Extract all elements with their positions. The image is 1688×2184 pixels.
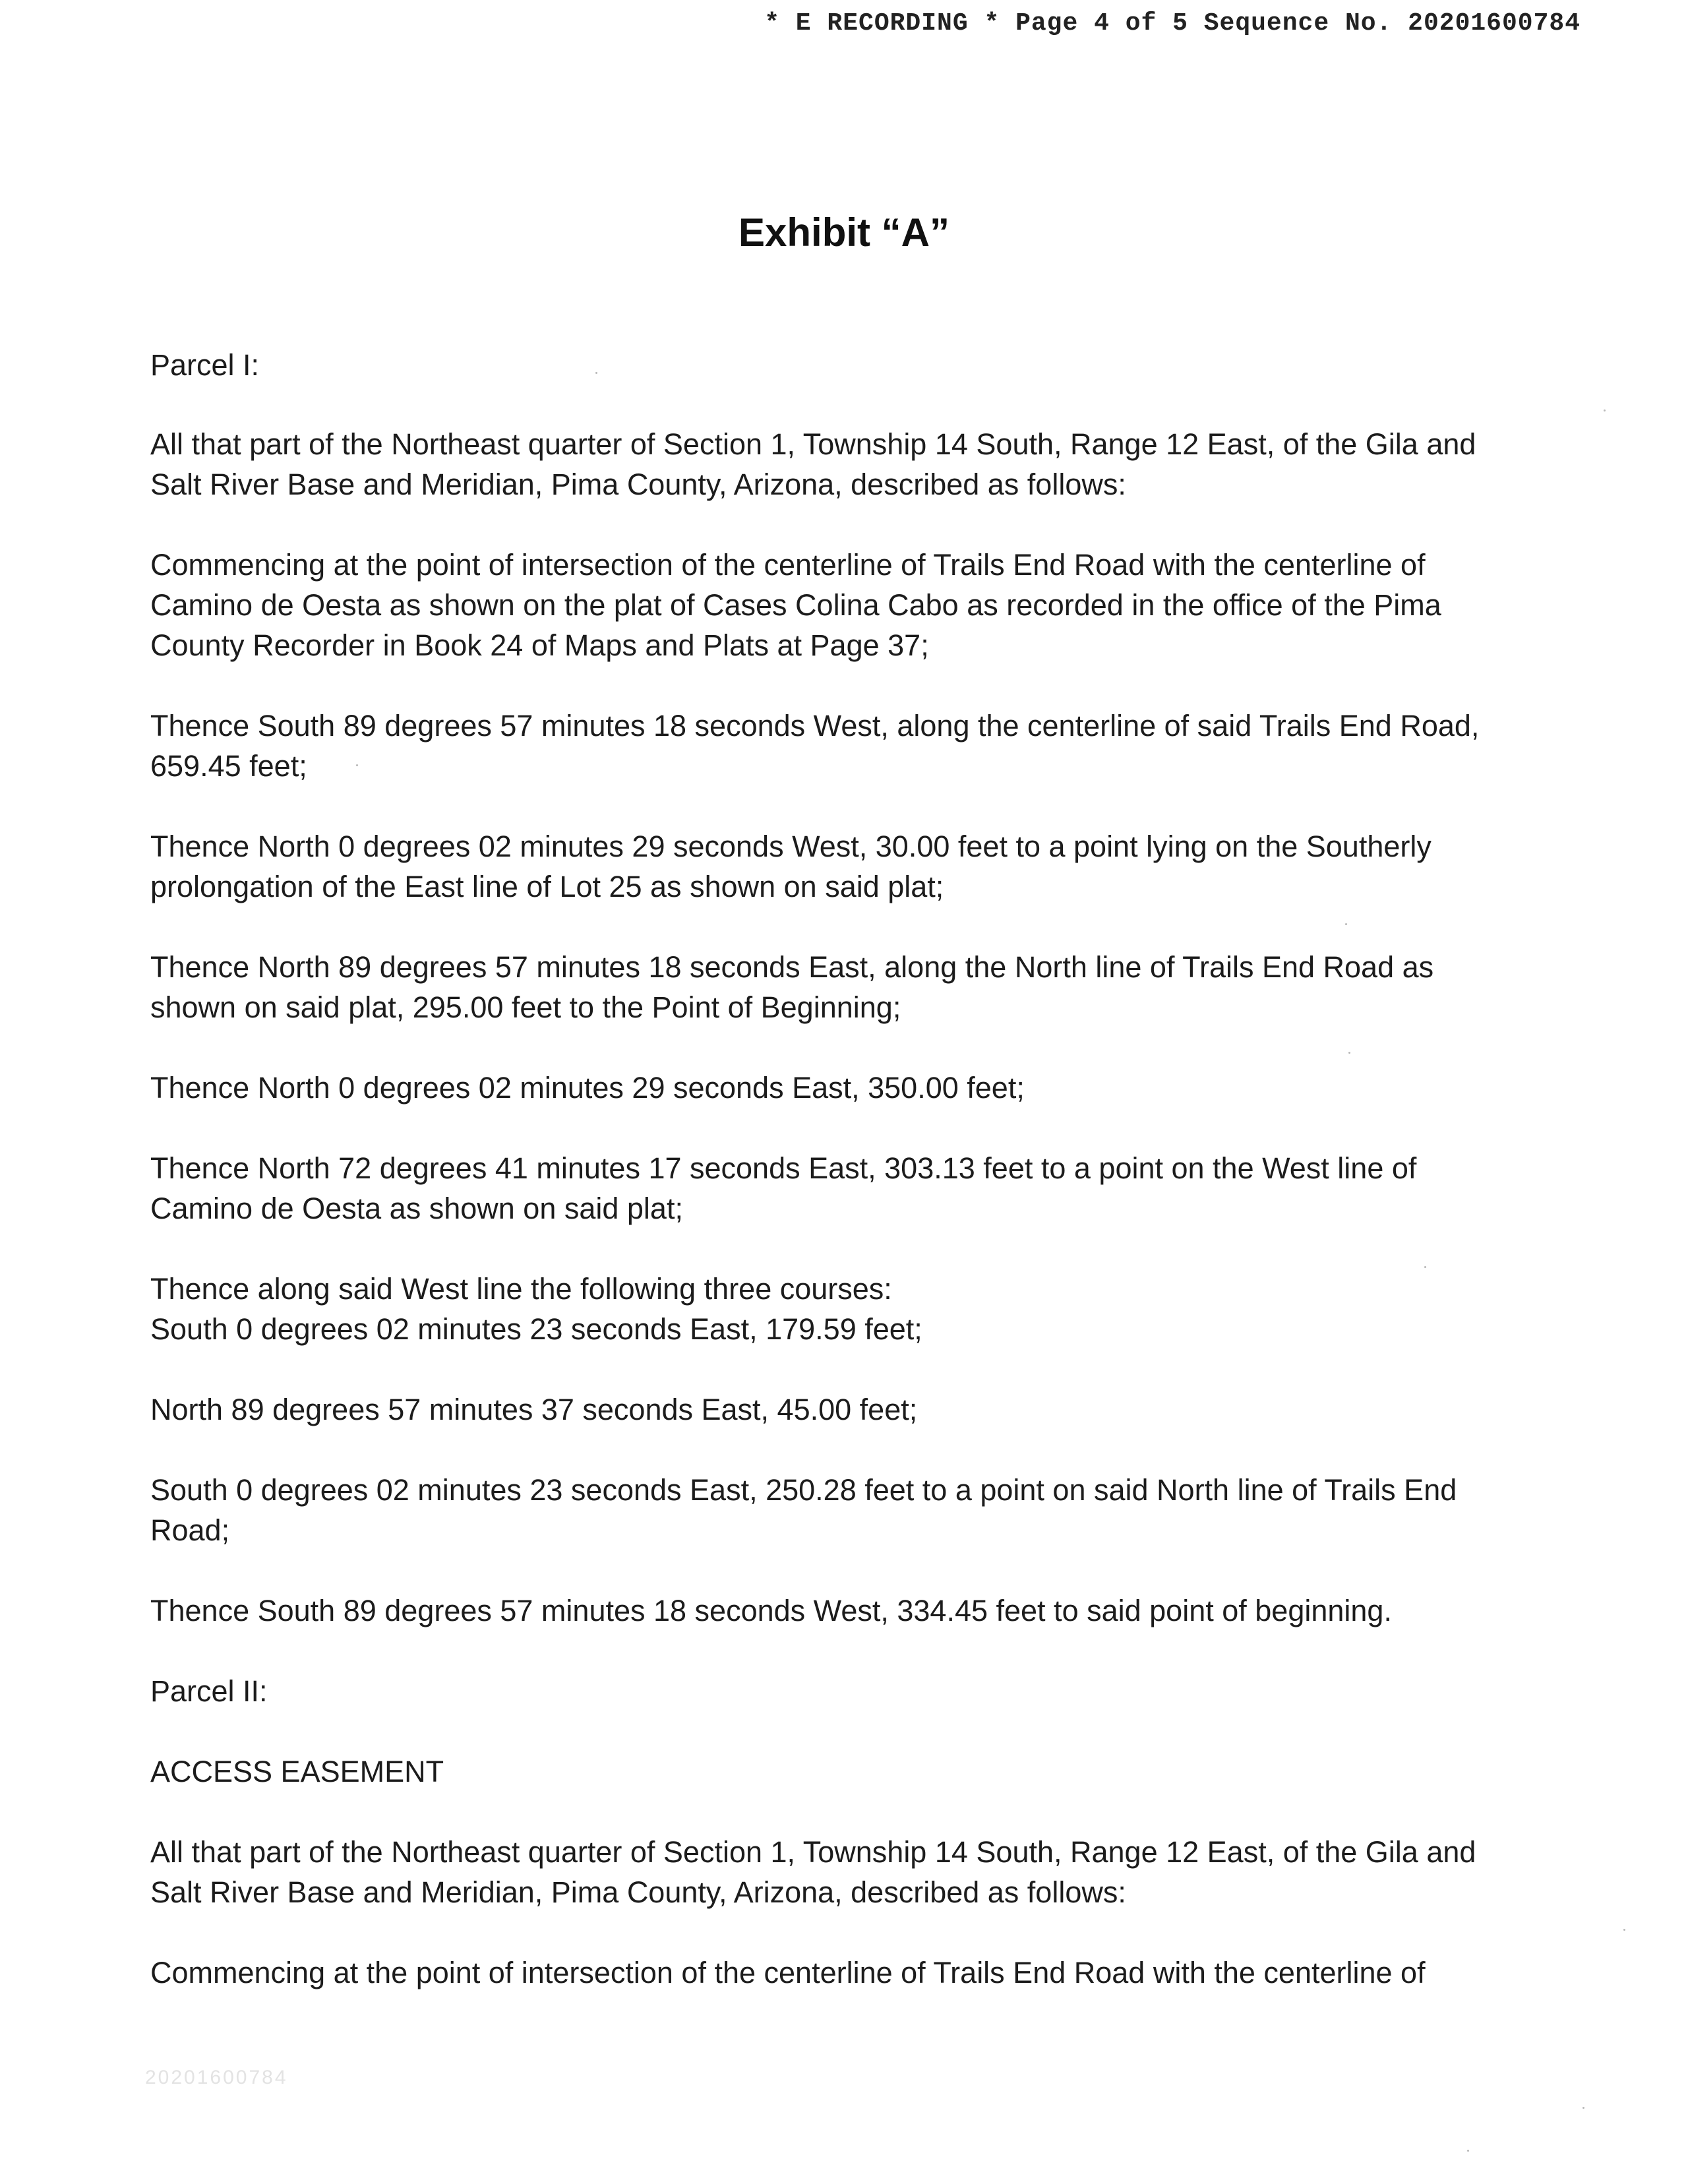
parcel-i-course-5: Thence North 72 degrees 41 minutes 17 seconds East, 303.13 feet to a point on the West line of Camino de Oesta as shown on said plat; <box>150 1151 1417 1225</box>
parcel-i-location: All that part of the Northeast quarter of Section 1, Township 14 South, Range 12 East, of the Gila and Salt River Base and Meridian, Pima County, Arizona, described as follows: <box>150 427 1476 501</box>
scan-speck <box>1582 2107 1584 2109</box>
parcel-i-course-4: Thence North 0 degrees 02 minutes 29 seconds East, 350.00 feet; <box>150 1071 1025 1105</box>
scan-speck <box>1424 1266 1426 1268</box>
parcel-i-course-3: Thence North 89 degrees 57 minutes 18 seconds East, along the North line of Trails End Road as shown on said plat, 295.00 feet to the Point of Beginning; <box>150 950 1434 1024</box>
parcel-i-commencing: Commencing at the point of intersection of the centerline of Trails End Road with the centerline of Camino de Oesta as shown on the plat of Cases Colina Cabo as recorded in the office of the Pima County Recorder in Book 24 of Maps and Plats at Page 37; <box>150 548 1441 662</box>
access-easement-heading: ACCESS EASEMENT <box>150 1755 444 1788</box>
scan-speck <box>1623 1929 1625 1931</box>
parcel-i-course-8: South 0 degrees 02 minutes 23 seconds East, 250.28 feet to a point on said North line of Trails End Road; <box>150 1473 1457 1547</box>
recording-header: * E RECORDING * Page 4 of 5 Sequence No. 20201600784 <box>764 9 1581 38</box>
parcel-ii-commencing: Commencing at the point of intersection of the centerline of Trails End Road with the centerline of <box>150 1956 1426 1989</box>
parcel-i-course-2: Thence North 0 degrees 02 minutes 29 seconds West, 30.00 feet to a point lying on the Southerly prolongation of the East line of Lot 25 as shown on said plat; <box>150 830 1432 903</box>
parcel-i-course-9: Thence South 89 degrees 57 minutes 18 seconds West, 334.45 feet to said point of beginning. <box>150 1594 1392 1627</box>
parcel-i-course-7: North 89 degrees 57 minutes 37 seconds East, 45.00 feet; <box>150 1393 918 1426</box>
scan-speck <box>1348 1052 1350 1054</box>
exhibit-title: Exhibit “A” <box>738 210 950 255</box>
parcel-i-course-1: Thence South 89 degrees 57 minutes 18 seconds West, along the centerline of said Trails End Road, 659.45 feet; <box>150 709 1480 783</box>
scan-speck <box>595 372 597 374</box>
faded-footer-stamp: 20201600784 <box>145 2067 288 2088</box>
scan-speck <box>1345 923 1347 925</box>
parcel-i-course-6: Thence along said West line the following three courses: South 0 degrees 02 minutes 23 seconds East, 179.59 feet; <box>150 1272 922 1346</box>
scan-speck <box>1604 410 1606 411</box>
parcel-ii-location: All that part of the Northeast quarter of Section 1, Township 14 South, Range 12 East, of the Gila and Salt River Base and Meridian, Pima County, Arizona, described as follows: <box>150 1835 1476 1909</box>
scan-speck <box>1467 2150 1469 2152</box>
scan-speck <box>356 764 358 766</box>
parcel-ii-heading: Parcel II: <box>150 1674 268 1708</box>
parcel-i-heading: Parcel I: <box>150 348 260 382</box>
